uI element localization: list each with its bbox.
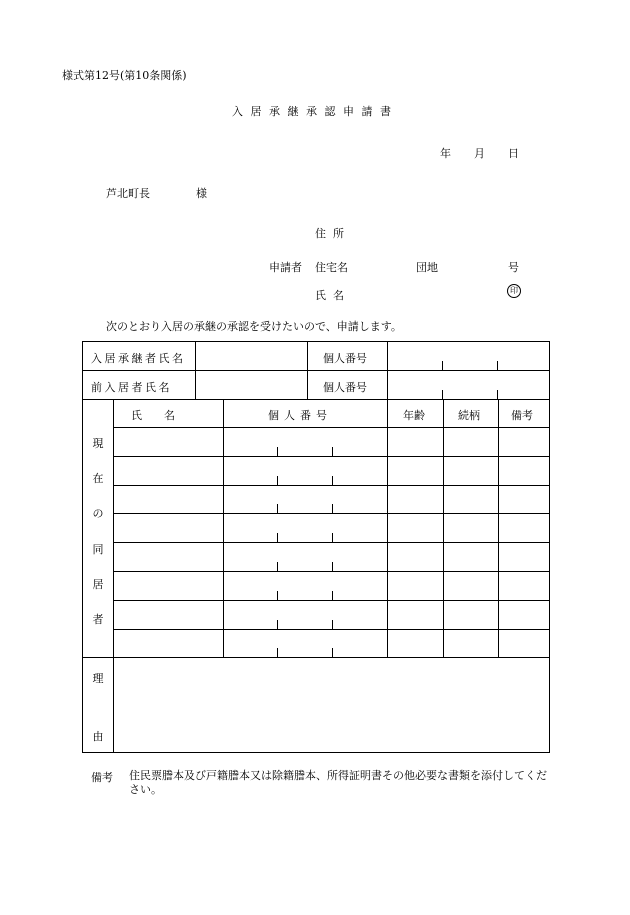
col-divider (498, 399, 499, 657)
row-divider (113, 456, 549, 457)
row-divider (113, 542, 549, 543)
digit-separator (332, 504, 333, 513)
previous-occupant-name-label: 前入居者氏名 (91, 381, 172, 394)
col-divider (113, 399, 114, 753)
col-divider (387, 399, 388, 657)
header-age: 年齢 (403, 409, 425, 422)
col-divider (443, 399, 444, 657)
application-table (82, 341, 550, 753)
col-divider (223, 399, 224, 657)
digit-separator (277, 447, 278, 456)
row-divider (83, 370, 549, 371)
reason-label-char: 由 (92, 730, 104, 743)
digit-separator (277, 620, 278, 629)
digit-separator (332, 447, 333, 456)
reason-label-char: 理 (92, 672, 104, 685)
digit-separator (332, 648, 333, 657)
date-day-label: 日 (508, 147, 519, 160)
digit-separator (277, 533, 278, 542)
row-divider (83, 399, 549, 400)
seal-mark: 印 (507, 284, 521, 298)
intro-text: 次のとおり入居の承継の承認を受けたいので、申請します。 (106, 320, 402, 333)
col-divider (307, 342, 308, 399)
household-label-char: 者 (92, 613, 104, 626)
header-remarks: 備考 (511, 409, 533, 422)
digit-separator (277, 562, 278, 571)
household-label-char: 在 (92, 472, 104, 485)
digit-separator (332, 562, 333, 571)
date-year-label: 年 (440, 147, 451, 160)
successor-personal-number-label: 個人番号 (323, 352, 367, 365)
digit-separator (277, 476, 278, 485)
digit-separator (332, 476, 333, 485)
col-divider (195, 342, 196, 399)
digit-separator (277, 504, 278, 513)
row-divider (113, 485, 549, 486)
row-divider (113, 629, 549, 630)
household-label-char: 同 (92, 543, 104, 556)
digit-separator (277, 591, 278, 600)
row-divider (83, 657, 549, 658)
digit-separator (332, 591, 333, 600)
header-personal-number: 個人番号 (268, 409, 332, 422)
date-month-label: 月 (474, 147, 485, 160)
digit-separator (497, 390, 498, 399)
document-title: 入居承継承認申請書 (232, 105, 399, 118)
digit-separator (442, 390, 443, 399)
digit-separator (497, 361, 498, 370)
digit-separator (442, 361, 443, 370)
note-label: 備考 (91, 771, 113, 784)
estate-label: 団地 (416, 261, 438, 274)
col-divider (387, 342, 388, 399)
form-number: 様式第12号(第10条関係) (62, 69, 187, 82)
household-label-char: 現 (92, 437, 104, 450)
row-divider (113, 427, 549, 428)
applicant-label: 申請者 (269, 261, 302, 274)
honorific: 様 (196, 187, 207, 200)
digit-separator (332, 533, 333, 542)
household-label-char: の (92, 507, 104, 520)
address-label: 住所 (315, 227, 351, 240)
row-divider (113, 513, 549, 514)
header-name: 氏 名 (131, 409, 175, 422)
addressee: 芦北町長 (106, 187, 150, 200)
digit-separator (277, 648, 278, 657)
unit-number-label: 号 (508, 261, 519, 274)
header-relationship: 続柄 (458, 409, 480, 422)
successor-name-label: 入居承継者氏名 (91, 352, 186, 365)
row-divider (113, 571, 549, 572)
note-text: 住民票謄本及び戸籍謄本又は除籍謄本、所得証明書その他必要な書類を添付してください。 (129, 769, 547, 796)
housing-name-label: 住宅名 (315, 261, 348, 274)
row-divider (113, 600, 549, 601)
applicant-name-label: 氏名 (315, 289, 351, 302)
digit-separator (332, 620, 333, 629)
household-label-char: 居 (92, 578, 104, 591)
previous-personal-number-label: 個人番号 (323, 381, 367, 394)
